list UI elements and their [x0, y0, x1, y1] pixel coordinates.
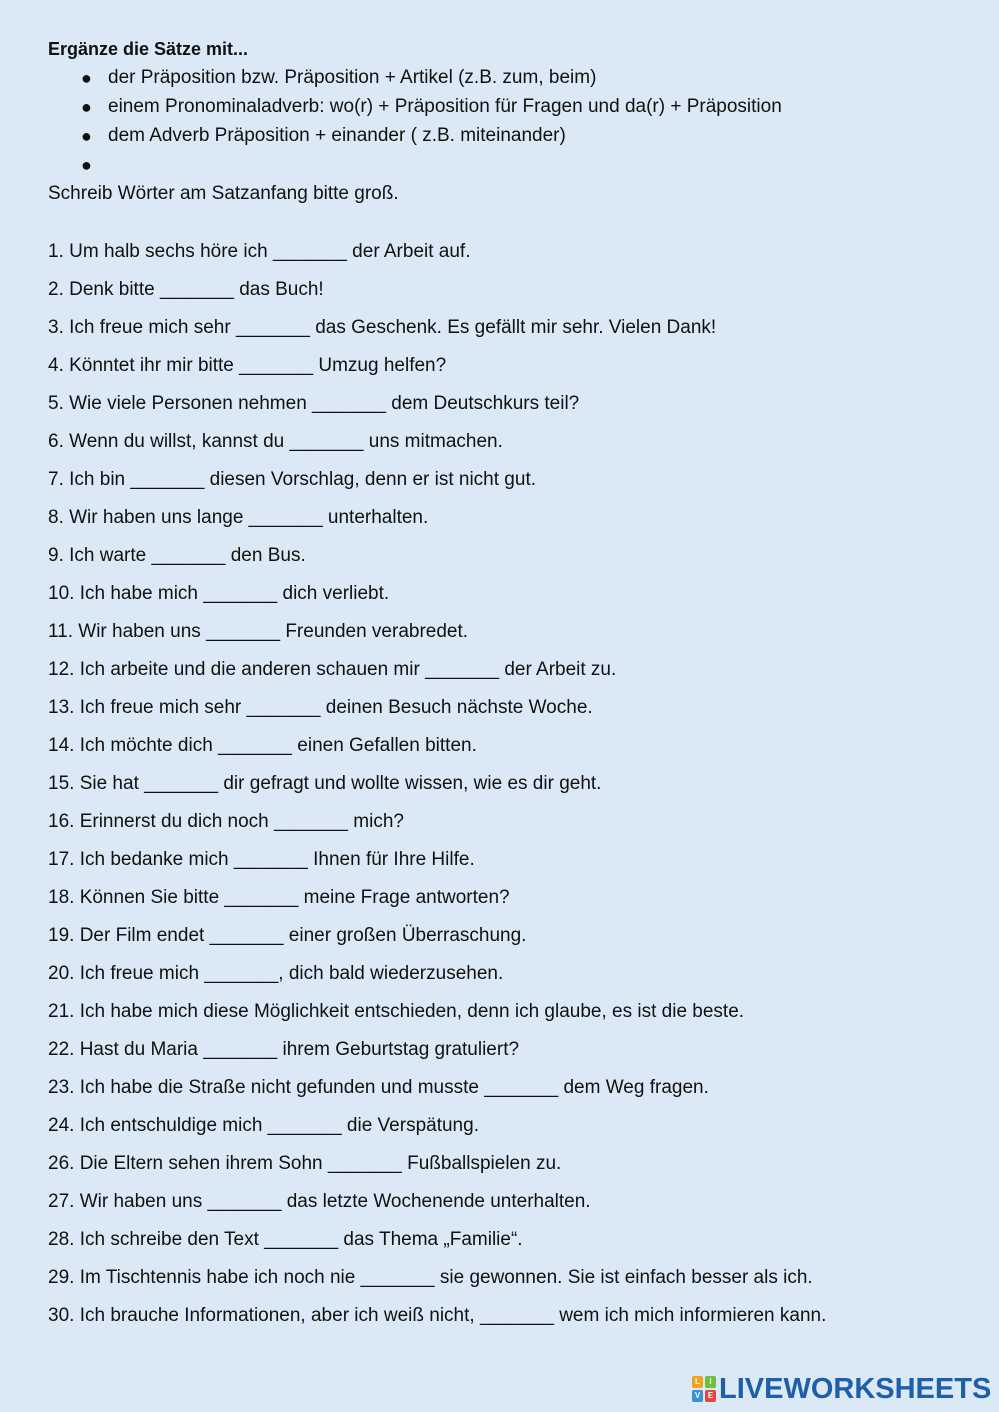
liveworksheets-wordmark: LIVEWORKSHEETS	[719, 1373, 992, 1405]
exercise-sentence: 27. Wir haben uns _______ das letzte Wochenende unterhalten.	[48, 1191, 591, 1212]
instruction-bullet	[48, 66, 948, 95]
exercise-sentence: 20. Ich freue mich _______, dich bald wiederzusehen.	[48, 963, 504, 984]
exercise-sentence: 18. Können Sie bitte _______ meine Frage antworten?	[48, 887, 510, 908]
exercise-list	[48, 240, 968, 1342]
exercise-sentence: 26. Die Eltern sehen ihrem Sohn _______ Fußballspielen zu.	[48, 1153, 562, 1174]
exercise-sentence: 3. Ich freue mich sehr _______ das Geschenk. Es gefällt mir sehr. Vielen Dank!	[48, 317, 717, 338]
exercise-sentence: 21. Ich habe mich diese Möglichkeit entschieden, denn ich glaube, es ist die beste.	[48, 1001, 745, 1022]
exercise-sentence: 6. Wenn du willst, kannst du _______ uns mitmachen.	[48, 431, 503, 452]
instruction-bullet	[48, 95, 948, 124]
exercise-sentence: 1. Um halb sechs höre ich _______ der Arbeit auf.	[48, 241, 471, 262]
exercise-sentence: 10. Ich habe mich _______ dich verliebt.	[48, 583, 390, 604]
worksheet-title: Ergänze die Sätze mit...	[48, 39, 249, 59]
bullet-dot-icon: ●	[81, 97, 92, 117]
exercise-sentence: 30. Ich brauche Informationen, aber ich weiß nicht, _______ wem ich mich informieren kann.	[48, 1305, 827, 1326]
logo-tile: I	[705, 1376, 716, 1388]
bullet-dot-icon: ●	[81, 155, 92, 175]
exercise-sentence: 17. Ich bedanke mich _______ Ihnen für Ihre Hilfe.	[48, 849, 475, 870]
liveworksheets-logo-icon	[692, 1376, 716, 1402]
instruction-bullet-text: einem Pronominaladverb: wo(r) + Präposition für Fragen und da(r) + Präposition	[108, 96, 782, 117]
exercise-sentence: 28. Ich schreibe den Text _______ das Thema „Familie“.	[48, 1229, 523, 1250]
exercise-sentence: 2. Denk bitte _______ das Buch!	[48, 279, 324, 300]
instruction-bullet-list	[48, 66, 948, 182]
exercise-sentence: 12. Ich arbeite und die anderen schauen mir _______ der Arbeit zu.	[48, 659, 617, 680]
exercise-sentence: 4. Könntet ihr mir bitte _______ Umzug helfen?	[48, 355, 447, 376]
logo-tile: E	[705, 1390, 716, 1402]
exercise-sentence: 15. Sie hat _______ dir gefragt und wollte wissen, wie es dir geht.	[48, 773, 602, 794]
exercise-sentence: 19. Der Film endet _______ einer großen Überraschung.	[48, 925, 527, 946]
exercise-sentence: 29. Im Tischtennis habe ich noch nie _______ sie gewonnen. Sie ist einfach besser als ich.	[48, 1267, 813, 1288]
logo-tile: L	[692, 1376, 703, 1388]
exercise-sentence: 7. Ich bin _______ diesen Vorschlag, denn er ist nicht gut.	[48, 469, 536, 490]
exercise-sentence: 9. Ich warte _______ den Bus.	[48, 545, 306, 566]
exercise-sentence: 5. Wie viele Personen nehmen _______ dem Deutschkurs teil?	[48, 393, 580, 414]
exercise-sentence: 16. Erinnerst du dich noch _______ mich?	[48, 811, 404, 832]
exercise-sentence: 14. Ich möchte dich _______ einen Gefallen bitten.	[48, 735, 477, 756]
logo-tile: V	[692, 1390, 703, 1402]
capitalization-instruction: Schreib Wörter am Satzanfang bitte groß.	[48, 183, 399, 204]
exercise-sentence: 13. Ich freue mich sehr _______ deinen Besuch nächste Woche.	[48, 697, 593, 718]
exercise-sentence: 8. Wir haben uns lange _______ unterhalten.	[48, 507, 429, 528]
liveworksheets-logo	[692, 1372, 991, 1406]
bullet-dot-icon: ●	[81, 126, 92, 146]
instruction-bullet	[48, 124, 948, 153]
instruction-bullet-text: der Präposition bzw. Präposition + Artikel (z.B. zum, beim)	[108, 67, 597, 88]
exercise-sentence: 11. Wir haben uns _______ Freunden verabredet.	[48, 621, 469, 642]
bullet-dot-icon: ●	[81, 68, 92, 88]
instruction-bullet-text: dem Adverb Präposition + einander ( z.B. miteinander)	[108, 125, 566, 146]
exercise-sentence: 24. Ich entschuldige mich _______ die Verspätung.	[48, 1115, 479, 1136]
instruction-bullet	[48, 153, 948, 182]
exercise-sentence: 22. Hast du Maria _______ ihrem Geburtstag gratuliert?	[48, 1039, 520, 1060]
exercise-sentence: 23. Ich habe die Straße nicht gefunden und musste _______ dem Weg fragen.	[48, 1077, 709, 1098]
